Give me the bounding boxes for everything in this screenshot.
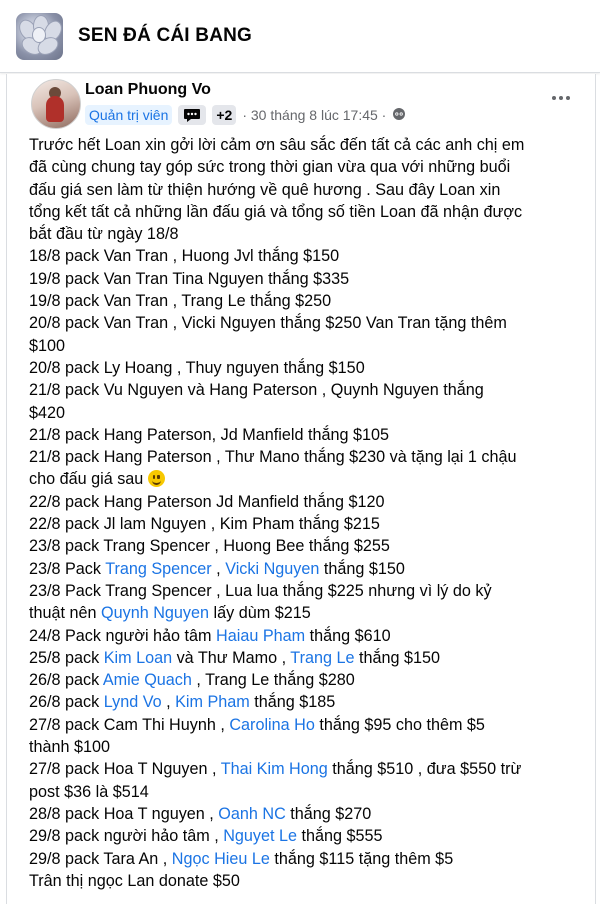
more-icon (552, 96, 556, 100)
post-line (29, 714, 585, 736)
post-line (29, 535, 585, 557)
post-line (29, 758, 585, 780)
post-line (29, 625, 585, 647)
post-text-segment: 26/8 pack (29, 671, 103, 690)
mention-link[interactable]: Amie Quach (102, 671, 192, 690)
post-text-segment: thắng $115 tặng thêm $5 (269, 849, 454, 868)
mention-link[interactable]: Trang Spencer (105, 559, 212, 578)
post-text-segment: 23/8 Pack Trang Spencer , Lua lua thắng $225 nhưng vì lý do kỷ (29, 581, 492, 600)
post-text-segment: , (211, 559, 226, 578)
post-line (29, 223, 585, 245)
mention-link[interactable]: Oanh NC (218, 804, 286, 823)
post-line (29, 312, 585, 334)
post-line (29, 558, 585, 580)
post-line (29, 691, 585, 713)
post-text-segment: thắng $270 (285, 804, 372, 823)
post-line (29, 825, 585, 847)
mention-link[interactable]: Thai Kim Hong (220, 760, 328, 779)
more-options-button[interactable] (549, 88, 573, 108)
post-text-segment: , (161, 693, 176, 712)
author-name[interactable]: Loan Phuong Vo (85, 81, 211, 98)
post-text-segment: đấu giá sen làm từ thiện hướng về quê hương . Sau đây Loan xin (29, 180, 501, 199)
post-text-segment: 22/8 pack Jl lam Nguyen , Kim Pham thắng $215 (29, 515, 380, 534)
post-text-segment: 28/8 pack Hoa T nguyen , (29, 804, 219, 823)
group-title[interactable]: SEN ĐÁ CÁI BANG (78, 25, 253, 46)
post-text-segment: 19/8 pack Van Tran , Trang Le thắng $250 (29, 292, 332, 311)
post-text-segment: 24/8 Pack người hảo tâm (29, 626, 217, 645)
post-text-segment: thắng $185 (249, 693, 336, 712)
post-line (29, 268, 585, 290)
smile-emoji-icon (148, 470, 165, 487)
post-line (29, 446, 585, 468)
admin-role-badge[interactable]: Quản trị viên (85, 105, 172, 125)
mention-link[interactable]: Quynh Nguyen (101, 604, 210, 623)
post-card (6, 74, 596, 904)
group-thumbnail[interactable] (16, 13, 63, 60)
chat-badge-icon[interactable] (178, 105, 206, 125)
post-text-segment: 27/8 pack Hoa T Nguyen , (29, 760, 221, 779)
post-text-segment: 29/8 pack người hảo tâm , (29, 827, 224, 846)
post-text-segment: 20/8 pack Ly Hoang , Thuy nguyen thắng $150 (29, 358, 365, 377)
post-line (29, 290, 585, 312)
post-line (29, 602, 585, 624)
post-text-segment: 21/8 pack Hang Paterson, Jd Manfield thắng $105 (29, 425, 389, 444)
post-text-segment: cho đấu giá sau (29, 470, 148, 489)
mention-link[interactable]: Trang Le (290, 648, 355, 667)
post-line (29, 736, 585, 758)
post-line (29, 647, 585, 669)
post-text-segment: $420 (29, 403, 66, 422)
post-line (29, 424, 585, 446)
post-text-segment: đã cùng chung tay góp sức trong thời gian vừa qua với những buổi (29, 158, 511, 177)
post-line (29, 134, 585, 156)
mention-link[interactable]: Kim Loan (103, 648, 173, 667)
post-text-segment: 26/8 pack (29, 693, 104, 712)
post-text-segment: 27/8 pack Cam Thi Huynh , (29, 715, 230, 734)
post-body (29, 134, 585, 892)
mention-link[interactable]: Haiau Pham (216, 626, 306, 645)
post-text-segment: 19/8 pack Van Tran Tina Nguyen thắng $335 (29, 269, 350, 288)
post-line (29, 156, 585, 178)
post-line (29, 179, 585, 201)
post-text-segment: thuật nên (29, 604, 102, 623)
mention-link[interactable]: Carolina Ho (229, 715, 315, 734)
mention-link[interactable]: Vicki Nguyen (225, 559, 320, 578)
post-text-segment: 23/8 pack Trang Spencer , Huong Bee thắng $255 (29, 537, 390, 556)
post-line (29, 513, 585, 535)
post-text-segment: tổng kết tất cả những lần đấu giá và tổng số tiền Loan đã nhận được (29, 202, 523, 221)
post-line (29, 379, 585, 401)
post-timestamp[interactable]: · 30 tháng 8 lúc 17:45 · (242, 107, 387, 123)
post-text-segment: thắng $555 (297, 827, 383, 846)
post-line (29, 669, 585, 691)
post-text-segment: 25/8 pack (29, 648, 104, 667)
post-line (29, 491, 585, 513)
post-text-segment: bắt đầu từ ngày 18/8 (29, 225, 179, 244)
post-text-segment: 18/8 pack Van Tran , Huong Jvl thắng $150 (29, 247, 340, 266)
post-text-segment: thành $100 (29, 738, 111, 757)
globe-icon[interactable] (392, 107, 406, 124)
post-text-segment: , Trang Le thắng $280 (191, 671, 355, 690)
post-line (29, 245, 585, 267)
mention-link[interactable]: Nguyet Le (223, 827, 298, 846)
post-text-segment: Trân thị ngọc Lan donate $50 (29, 871, 240, 890)
mention-link[interactable]: Lynd Vo (103, 693, 162, 712)
post-text-segment: thắng $610 (305, 626, 391, 645)
post-text-segment: $100 (29, 336, 66, 355)
post-line (29, 357, 585, 379)
post-text-segment: thắng $150 (354, 648, 441, 667)
post-line (29, 201, 585, 223)
post-line (29, 848, 585, 870)
post-line (29, 781, 585, 803)
post-line (29, 402, 585, 424)
post-text-segment: 20/8 pack Van Tran , Vicki Nguyen thắng $250 Van Tran tặng thêm (29, 314, 507, 333)
group-header (0, 0, 600, 73)
post-text-segment: và Thư Mamo , (172, 648, 291, 667)
post-text-segment: Trước hết Loan xin gởi lời cảm ơn sâu sắc đến tất cả các anh chị em (29, 136, 525, 154)
post-line (29, 468, 585, 490)
more-badges-count[interactable]: +2 (212, 105, 236, 125)
post-text-segment: 21/8 pack Vu Nguyen và Hang Paterson , Quynh Nguyen thắng (29, 381, 484, 400)
post-line (29, 580, 585, 602)
post-text-segment: 22/8 pack Hang Paterson Jd Manfield thắng $120 (29, 492, 385, 511)
mention-link[interactable]: Kim Pham (175, 693, 250, 712)
post-text-segment: lấy dùm $215 (209, 604, 311, 623)
post-meta (85, 104, 406, 126)
post-text-segment: thắng $150 (319, 559, 405, 578)
post-text-segment: post $36 là $514 (29, 782, 149, 801)
mention-link[interactable]: Ngọc Hieu Le (171, 849, 270, 868)
post-line (29, 870, 585, 892)
post-text-segment: thắng $510 , đưa $550 trừ (327, 760, 522, 779)
post-text-segment: 29/8 pack Tara An , (29, 849, 172, 868)
post-text-segment: 23/8 Pack (29, 559, 106, 578)
post-text-segment: thắng $95 cho thêm $5 (314, 715, 485, 734)
post-line (29, 335, 585, 357)
author-avatar[interactable] (31, 79, 81, 129)
post-line (29, 803, 585, 825)
post-text-segment: 21/8 pack Hang Paterson , Thư Mano thắng $230 và tặng lại 1 chậu (29, 448, 517, 467)
